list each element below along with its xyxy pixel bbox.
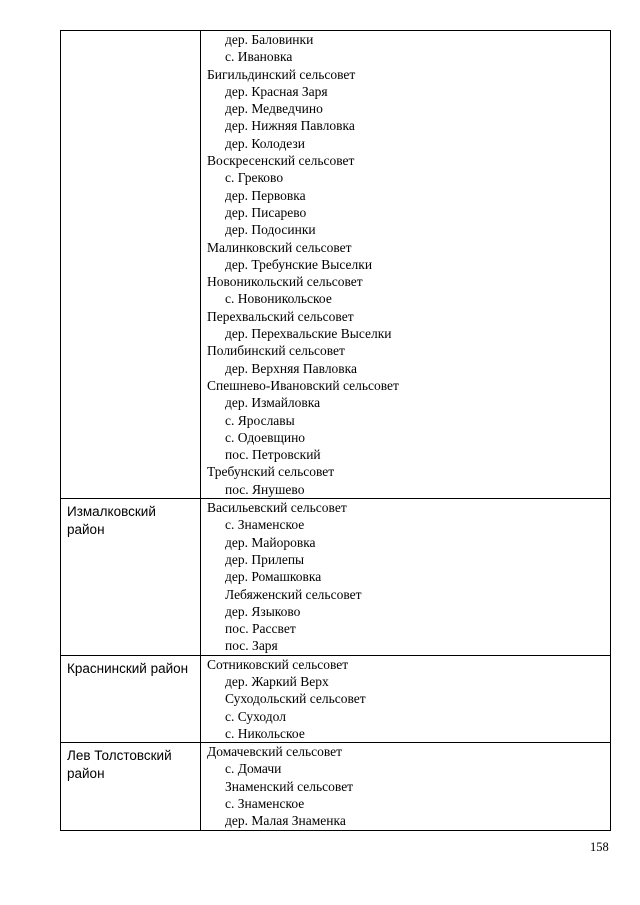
district-cell [61,31,201,499]
settlement-line: дер. Красная Заря [225,83,328,99]
settlement-line: с. Суходол [225,708,286,724]
council-line: Малинковский сельсовет [207,239,352,255]
district-cell: Измалковский район [61,499,201,656]
settlement-line: Знаменский сельсовет [225,778,354,794]
settlement-line: пос. Янушево [225,481,305,497]
settlements-cell [201,655,611,742]
council-line: Спешнево-Ивановский сельсовет [207,377,399,393]
table-row [61,655,611,742]
settlement-line: с. Новоникольское [225,291,332,307]
council-line: Новоникольский сельсовет [207,274,363,290]
district-cell: Краснинский район [61,655,201,742]
settlement-line: дер. Малая Знаменка [225,813,346,829]
settlement-line: дер. Жаркий Верх [225,673,329,689]
settlement-line: дер. Нижняя Павловка [225,118,355,134]
table-body [61,31,611,831]
table-row [61,499,611,656]
council-line: Васильевский сельсовет [207,500,347,516]
settlement-line: дер. Майоровка [225,534,316,550]
council-line: Требунский сельсовет [207,464,335,480]
settlement-line: с. Одоевщино [225,429,306,445]
settlement-line: с. Греково [225,170,284,186]
settlement-line: дер. Прилепы [225,551,305,567]
council-line: Бигильдинский сельсовет [207,66,356,82]
settlement-line: дер. Перехвальские Выселки [225,326,392,342]
settlements-table [60,30,611,831]
settlement-line: с. Знаменское [225,796,305,812]
settlements-cell [201,499,611,656]
settlement-line: пос. Заря [225,638,278,654]
table-row [61,743,611,830]
settlement-line: Суходольский сельсовет [225,691,366,707]
settlement-line: пос. Петровский [225,447,321,463]
settlement-line: с. Знаменское [225,517,305,533]
settlement-line: с. Домачи [225,761,282,777]
settlement-line: пос. Рассвет [225,621,296,637]
settlement-line: дер. Медведчино [225,101,323,117]
page-number: 158 [590,840,609,854]
settlement-line: дер. Подосинки [225,222,316,238]
settlement-line: дер. Первовка [225,187,306,203]
council-line: Сотниковский сельсовет [207,656,349,672]
settlement-line: с. Ивановка [225,49,293,65]
table-row [61,31,611,499]
settlement-line: дер. Верхняя Павловка [225,360,358,376]
district-cell: Лев Толстовский район [61,743,201,830]
settlement-line: с. Ярославы [225,412,295,428]
settlement-line: дер. Колодези [225,135,305,151]
settlement-line: дер. Ромашковка [225,569,322,585]
settlement-line: дер. Баловинки [225,32,314,47]
settlement-line: дер. Писарево [225,204,307,220]
settlement-line: дер. Измайловка [225,395,321,411]
council-line: Воскресенский сельсовет [207,153,355,169]
settlement-line: Лебяженский сельсовет [225,586,362,602]
settlement-line: дер. Требунские Выселки [225,256,373,272]
settlements-cell [201,743,611,830]
council-line: Полибинский сельсовет [207,343,345,359]
settlements-cell [201,31,611,499]
settlement-line: с. Никольское [225,725,305,741]
council-line: Домачевский сельсовет [207,744,343,760]
council-line: Перехвальский сельсовет [207,308,354,324]
settlement-line: дер. Языково [225,603,301,619]
